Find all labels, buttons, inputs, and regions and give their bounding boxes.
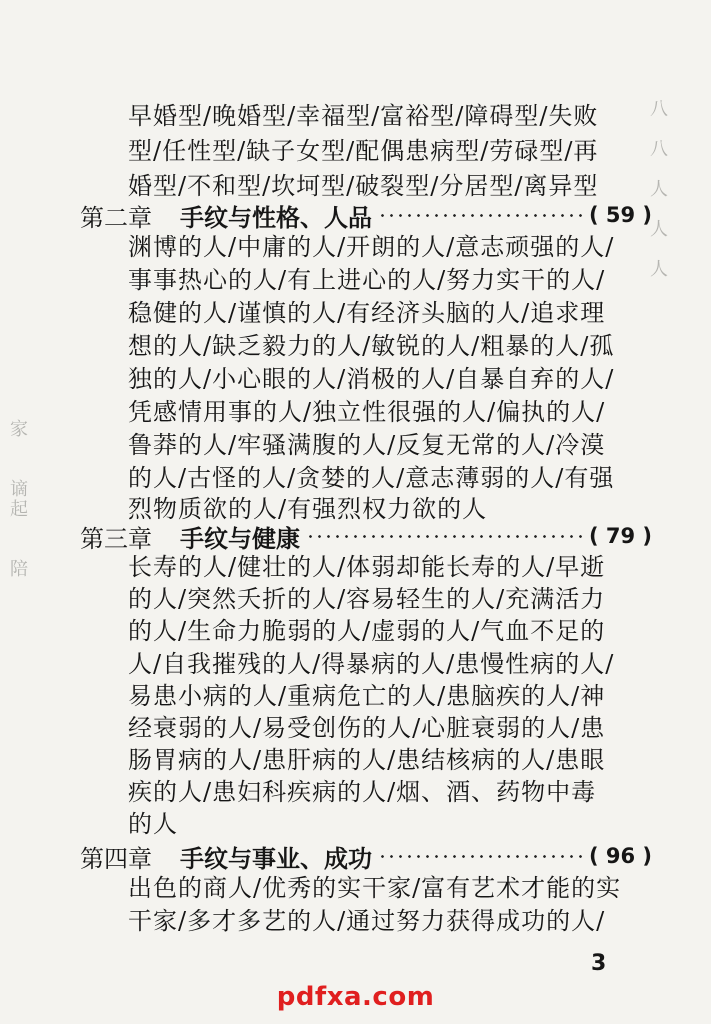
toc-item-line: 早婚型/晚婚型/幸福型/富裕型/障碍型/失败 [128, 102, 599, 130]
toc-item-line: 事事热心的人/有上进心的人/努力实干的人/ [128, 266, 606, 294]
toc-item-line: 稳健的人/谨慎的人/有经济头脑的人/追求理 [128, 299, 606, 327]
chapter-number: 第二章 [80, 203, 152, 232]
toc-item-line: 婚型/不和型/坎坷型/破裂型/分居型/离异型 [128, 172, 599, 200]
toc-item-line: 烈物质欲的人/有强烈权力欲的人 [128, 495, 488, 523]
chapter-heading [80, 839, 652, 873]
page-number: 3 [591, 951, 607, 976]
show-through-left: 家 谪 起 陪 [10, 419, 28, 580]
dot-leader [378, 855, 583, 858]
toc-item-line: 的人/生命力脆弱的人/虚弱的人/气血不足的 [128, 617, 606, 645]
chapter-number: 第三章 [80, 524, 152, 553]
toc-item-line: 凭感情用事的人/独立性很强的人/偏执的人/ [128, 398, 606, 426]
chapter-title: 手纹与性格、人品 [180, 202, 372, 232]
dot-leader [306, 535, 583, 538]
toc-item-line: 的人/突然夭折的人/容易轻生的人/充满活力 [128, 585, 606, 613]
watermark: pdfxa.com [276, 982, 435, 1012]
toc-item-line: 人/自我摧残的人/得暴病的人/患慢性病的人/ [128, 650, 615, 678]
toc-item-line: 渊博的人/中庸的人/开朗的人/意志顽强的人/ [128, 233, 615, 261]
chapter-page-ref: ( 79 ) [588, 524, 652, 548]
chapter-page-ref: ( 59 ) [588, 203, 652, 227]
toc-item-line: 型/任性型/缺子女型/配偶患病型/劳碌型/再 [128, 137, 599, 165]
toc-item-line: 想的人/缺乏毅力的人/敏锐的人/粗暴的人/孤 [128, 332, 615, 360]
toc-item-line: 的人/古怪的人/贪婪的人/意志薄弱的人/有强 [128, 464, 615, 492]
chapter-number: 第四章 [80, 844, 152, 873]
chapter-page-ref: ( 96 ) [588, 844, 652, 868]
toc-item-line: 出色的商人/优秀的实干家/富有艺术才能的实 [128, 874, 622, 902]
toc-item-line: 肠胃病的人/患肝病的人/患结核病的人/患眼 [128, 746, 606, 774]
chapter-title: 手纹与事业、成功 [180, 843, 372, 873]
toc-item-line: 干家/多才多艺的人/通过努力获得成功的人/ [128, 907, 606, 935]
chapter-title: 手纹与健康 [180, 523, 300, 553]
toc-item-line: 经衰弱的人/易受创伤的人/心脏衰弱的人/患 [128, 714, 606, 742]
chapter-heading [80, 519, 652, 553]
toc-item-line: 鲁莽的人/牢骚满腹的人/反复无常的人/冷漠 [128, 431, 606, 459]
dot-leader [378, 214, 583, 217]
chapter-heading [80, 198, 652, 232]
show-through-right: 八 八 人 人 人 [650, 99, 668, 280]
toc-item-line: 的人 [128, 810, 178, 838]
toc-item-line: 独的人/小心眼的人/消极的人/自暴自弃的人/ [128, 365, 615, 393]
toc-item-line: 长寿的人/健壮的人/体弱却能长寿的人/早逝 [128, 553, 606, 581]
toc-item-line: 易患小病的人/重病危亡的人/患脑疾的人/神 [128, 682, 606, 710]
toc-item-line: 疾的人/患妇科疾病的人/烟、酒、药物中毒 [128, 778, 597, 806]
